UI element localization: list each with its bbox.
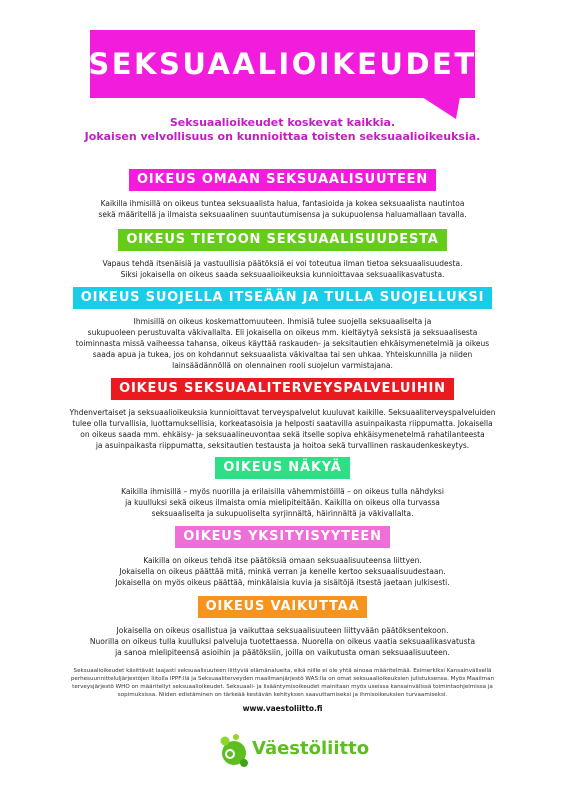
- body-line: Siksi jokaisella on oikeus saada seksuaalioikeuksia kunnioittavaa seksuaalikasvatusta.: [120, 270, 445, 279]
- section-heading: OIKEUS YKSITYISYYTEEN: [175, 526, 390, 548]
- section-heading: OIKEUS SEKSUAALITERVEYSPALVELUIHIN: [111, 378, 454, 400]
- logo-text: Väestöliitto: [252, 738, 370, 759]
- section-body: [0, 407, 565, 451]
- body-line: Kaikilla on oikeus tehdä itse päätöksiä omaan seksuaalisuuteensa liittyen.: [143, 556, 422, 565]
- body-line: on oikeus saada mm. ehkäisy- ja seksuaalineuvontaa sekä itselle sopiva ehkäisymenetelmä rahatilanteesta: [80, 430, 485, 439]
- body-line: Yhdenvertaiset ja seksuaalioikeuksia kunnioittavat terveyspalvelut kuuluvat kaikille. Seksuaaliterveyspalveluiden: [69, 408, 496, 417]
- section-protection: [0, 286, 565, 371]
- body-line: Vapaus tehdä itsenäisiä ja vastuullisia päätöksiä ei voi toteutua ilman tietoa seksuaalisuudesta.: [102, 259, 463, 268]
- body-line: Jokaisella on oikeus päättää mitä, minkä verran ja kenelle kertoo seksuaalisuudestaan.: [119, 567, 446, 576]
- bubbles-logo-icon: [218, 732, 254, 772]
- section-information: [0, 228, 565, 280]
- section-heading: OIKEUS OMAAN SEKSUAALISUUTEEN: [129, 169, 436, 191]
- body-line: Nuorilla on oikeus tulla kuulluksi palveluja tuotettaessa. Nuorella on oikeus vaatia seksuaalikasvatusta: [89, 637, 476, 646]
- body-line: ja sanoa mielipiteensä asioihin ja päätöksiin, joilla on vaikutusta oman seksuaalisuuteen.: [115, 648, 450, 657]
- intro-text: [0, 116, 565, 144]
- intro-line: Seksuaalioikeudet koskevat kaikkia.: [169, 116, 396, 129]
- section-influence: [0, 595, 565, 658]
- body-line: saada apua ja tukea, jos on kohdannut seksuaalista väkivaltaa tai sen uhkaa. Yhteiskunnilla ja niiden: [92, 350, 473, 359]
- section-health-services: [0, 377, 565, 451]
- body-line: sukupuoleen perustuvalta väkivallalta. Eli jokaisella on oikeus mm. kieltäytyä seksistä ja seksuaalisesta: [87, 328, 478, 337]
- website-link[interactable]: www.vaestoliitto.fi: [242, 704, 323, 713]
- footer-line: Seksuaalioikeudet käsittävät laajasti seksuaalisuuteen liittyviä elämänalueita, eikä niille ei ole yhtä ainoaa määritelmää. Esimerkiksi Kansainvälisellä: [73, 668, 492, 674]
- section-privacy: [0, 525, 565, 588]
- section-visibility: [0, 456, 565, 519]
- intro-line: Jokaisen velvollisuus on kunnioittaa toisten seksuaalioikeuksia.: [84, 130, 481, 143]
- section-heading: OIKEUS TIETOON SEKSUAALISUUDESTA: [118, 229, 446, 251]
- footer-note: [30, 667, 535, 699]
- body-line: toiminnasta missä vaiheessa tahansa, oikeus käyttää raskauden- ja seksitautien ehkäisymenetelmiä ja oikeus: [75, 339, 490, 348]
- vaestoliitto-logo: [218, 732, 370, 772]
- section-body: [0, 486, 565, 519]
- body-line: ja kuulluksi sekä oikeus ilmaista omia mielipiteitään. Kaikilla on oikeus olla turvassa: [125, 498, 440, 507]
- body-line: Kaikilla ihmisillä on oikeus tuntea seksuaalista halua, fantasioida ja kokea seksuaalista nautintoa: [100, 199, 465, 208]
- body-line: Jokaisella on oikeus osallistua ja vaikuttaa seksuaalisuuteen liittyvään päätöksentekoon.: [116, 626, 449, 635]
- body-line: tulee olla turvallisia, luottamuksellisia, korkeatasoisia ja helposti saatavilla asuinpaikasta riippumatta. Jokaisella: [72, 419, 493, 428]
- footer-line: terveysjärjestö WHO on määritellyt seksuaalioikeudet. Seksuaali- ja lisääntymisoikeudet mainitaan myös useissa kansainvälissä toimintaohjelmissa ja: [72, 684, 493, 690]
- body-line: Ihmisillä on oikeus koskemattomuuteen. Ihmisiä tulee suojella seksuaaliselta ja: [133, 317, 432, 326]
- section-own-sexuality: [0, 168, 565, 220]
- section-body: [0, 316, 565, 371]
- section-body: [0, 258, 565, 280]
- page-title: SEKSUAALIOIKEUDET: [88, 47, 477, 81]
- title-banner: [90, 30, 475, 98]
- section-heading: OIKEUS SUOJELLA ITSEÄÄN JA TULLA SUOJELLUKSI: [73, 287, 492, 309]
- body-line: ja asuinpaikasta riippumatta, seksitautien testausta ja hoitoa sekä turvallinen raskaudenkeskeytys.: [95, 441, 470, 450]
- section-body: [0, 555, 565, 588]
- body-line: lainsäädännöllä on olennainen rooli suojelun varmistajana.: [172, 361, 393, 370]
- section-heading: OIKEUS VAIKUTTAA: [198, 596, 368, 618]
- footer-line: sopimuksissa. Niiden edistäminen on tärkeää kestävän kehityksen saavuttamiseksi ja ihmisoikeuksien turvaamiseksi.: [117, 692, 448, 698]
- body-line: Kaikilla ihmisillä – myös nuorilla ja erilaisilla vähemmistöillä – on oikeus tulla nähdyksi: [121, 487, 444, 496]
- section-body: [0, 625, 565, 658]
- body-line: Jokaisella on myös oikeus päättää, minkälaisia kuvia ja sisältöjä itsestä jaetaan julkisesti.: [115, 578, 450, 587]
- footer-line: perhesuunnitteluljärjestöjen liitolla IPPF:llä ja Seksuaaliterveyden maailmanjärjestö WAS:lla on omat seksuaalioikeuksien julistuksensa. Myös Maailman: [70, 676, 495, 682]
- body-line: sekä määritellä ja ilmaista seksuaalinen suuntautumisensa ja sukupuolensa haluamallaan tavalla.: [98, 210, 467, 219]
- section-body: [0, 198, 565, 220]
- body-line: seksuaaliselta ja sukupuoliselta syrjinnältä, häirinnältä ja väkivallalta.: [151, 509, 414, 518]
- section-heading: OIKEUS NÄKYÄ: [215, 457, 349, 479]
